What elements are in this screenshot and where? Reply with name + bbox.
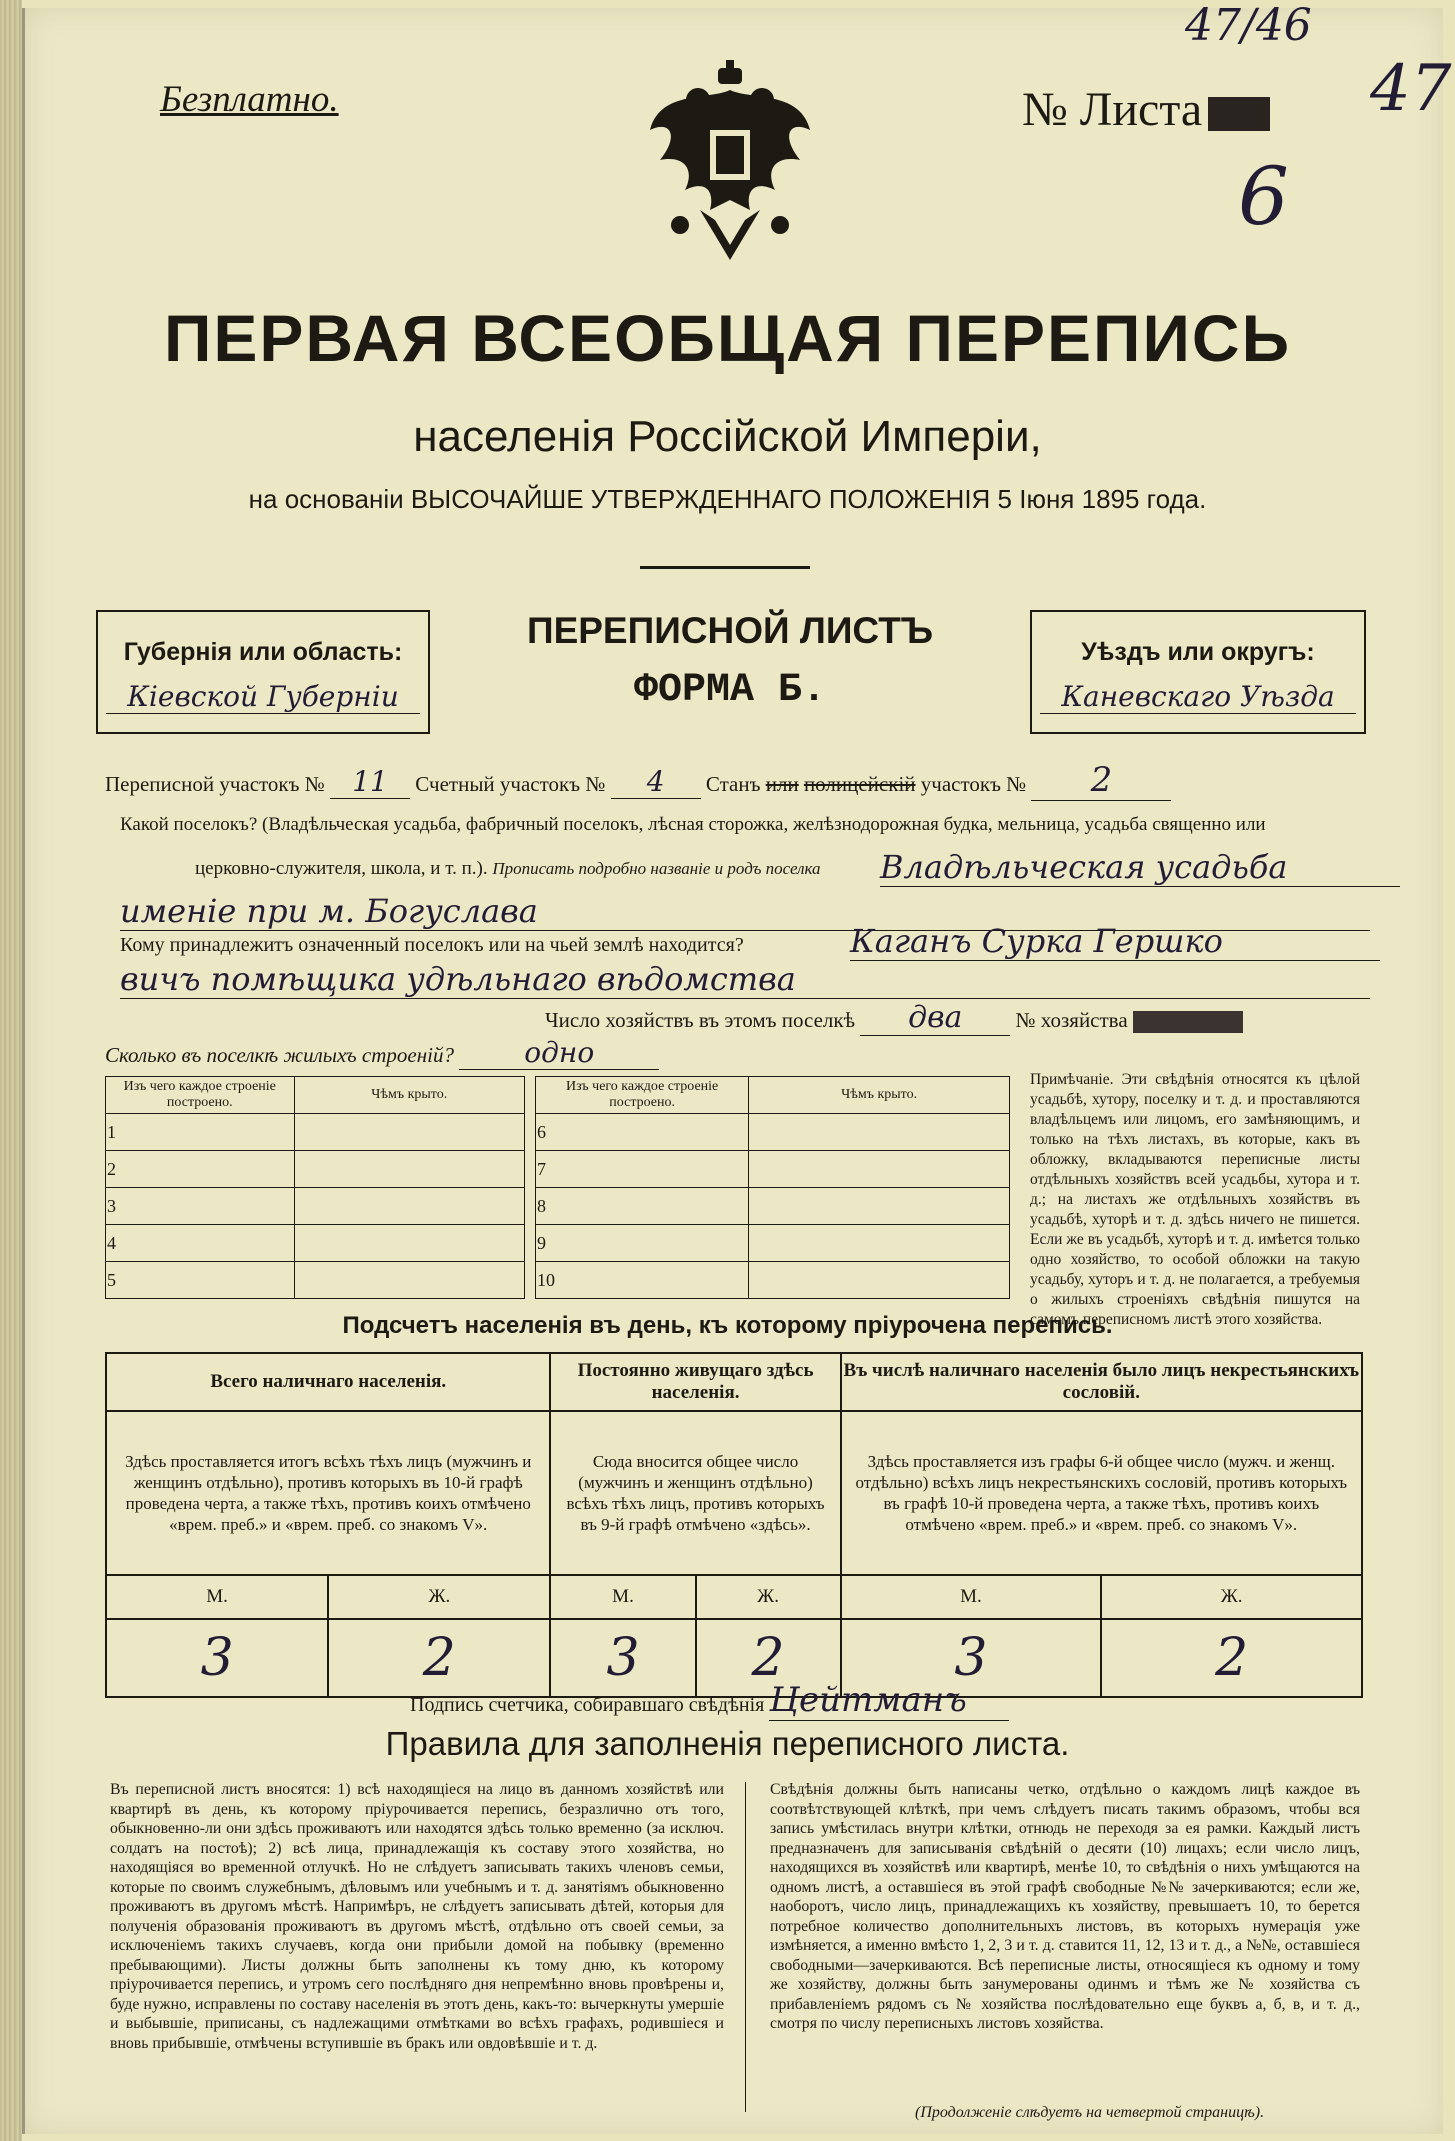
page-title: ПЕРВАЯ ВСЕОБЩАЯ ПЕРЕПИСЬ (163, 301, 1292, 375)
stan-or: или (765, 772, 799, 796)
stan-value: 2 (1031, 760, 1171, 801)
table-row (536, 1151, 1010, 1188)
male-label: М. (550, 1575, 695, 1619)
count-col-title: Всего наличнаго населенія. (106, 1353, 550, 1411)
settlement-hw-2: именіе при м. Богуслава (120, 892, 1370, 931)
census-precinct-label: Переписной участокъ № (105, 772, 325, 796)
form-title: ПЕРЕПИСНОЙ ЛИСТЪ (526, 610, 934, 651)
form-name: ФОРМА Б. (633, 668, 827, 713)
row-number: 3 (106, 1188, 295, 1225)
row-number: 10 (536, 1262, 749, 1299)
households-line (545, 1000, 1243, 1036)
legal-basis: на основаніи ВЫСОЧАЙШЕ УТВЕРЖДЕННАГО ПОЛОЖЕНІЯ 5 Іюня 1895 года. (248, 484, 1207, 514)
page-subtitle: населенія Россійской Имперіи, (413, 412, 1042, 461)
ink-blot (1208, 97, 1270, 131)
table-row (106, 1188, 525, 1225)
count-col-description: Здѣсь проставляется итогъ всѣхъ тѣхъ лицъ (мужчинъ и женщинъ отдѣльно), противъ которыхъ въ 10-й графѣ проведена черта, а также тѣхъ, противъ коихъ отмѣчено «врем. преб.» и «врем. преб. со знакомъ V». (106, 1411, 550, 1575)
title-divider (640, 566, 810, 569)
settlement-line-2 (195, 858, 821, 880)
count-col-title: Въ числѣ наличнаго населенія было лицъ некрестьянскихъ сословій. (841, 1353, 1362, 1411)
signature-label: Подпись счетчика, собиравшаго свѣдѣнія (410, 1694, 765, 1716)
rules-divider (745, 1782, 746, 2112)
table-row (536, 1262, 1010, 1299)
table-row (536, 1114, 1010, 1151)
owner-question: Кому принадлежитъ означенный поселокъ или на чьей землѣ находится? (120, 934, 744, 956)
row-number: 9 (536, 1225, 749, 1262)
household-number-blot (1133, 1011, 1243, 1033)
population-count-heading: Подсчетъ населенія въ день, къ которому пріурочена перепись. (342, 1312, 1113, 1339)
dwellings-table-left (105, 1076, 525, 1299)
sheet-number-handwritten: 6 (1238, 150, 1289, 243)
nonpeasant-female-value: 2 (1101, 1619, 1362, 1697)
enumerator-signature-line (410, 1680, 1009, 1721)
province-box (96, 610, 430, 734)
table-row (106, 1225, 525, 1262)
row-number: 5 (106, 1262, 295, 1299)
province-label: Губернія или область: (123, 638, 403, 666)
buildings-line (105, 1036, 659, 1070)
dwelling-material-header: Изъ чего каждое строеніе построено. (106, 1077, 295, 1114)
row-number: 7 (536, 1151, 749, 1188)
female-label: Ж. (328, 1575, 550, 1619)
female-label: Ж. (696, 1575, 841, 1619)
buildings-question: Сколько въ поселкѣ жилыхъ строеній? (105, 1043, 454, 1067)
table-row (536, 1188, 1010, 1225)
census-precinct-value: 11 (330, 765, 410, 799)
stan-tail: участокъ № (920, 772, 1027, 796)
owner-hw-1: Каганъ Сурка Гершко (850, 922, 1380, 961)
buildings-value: одно (459, 1036, 659, 1070)
row-number: 1 (106, 1114, 295, 1151)
table-row (106, 1151, 525, 1188)
row-number: 8 (536, 1188, 749, 1225)
nonpeasant-male-value: 3 (841, 1619, 1102, 1697)
resident-male-value: 3 (550, 1619, 695, 1697)
precinct-line (105, 760, 1171, 801)
resident-female-value: 2 (696, 1619, 841, 1697)
counting-precinct-label: Счетный участокъ № (415, 772, 606, 796)
sheet-number-label (1022, 82, 1270, 137)
continued-note: (Продолженіе слѣдуетъ на четвертой страницѣ). (915, 2104, 1265, 2121)
count-col-description: Сюда вносится общее число (мужчинъ и женщинъ отдѣльно) всѣхъ тѣхъ лицъ, противъ которыхъ въ 9-й графѣ отмѣчено «здѣсь». (550, 1411, 840, 1575)
rules-column-2: Свѣдѣнія должны быть написаны четко, отдѣльно о каждомъ лицѣ каждое въ соотвѣтствующей клѣткѣ, при чемъ слѣдуетъ писать такимъ образомъ, чтобы вся запись умѣстилась внутри клѣтки, отнюдь не переходя за ея рамки. Каждый листъ предназначенъ для записыванія свѣдѣній о десяти (10) лицахъ; если число лицъ, находящихся въ хозяйствѣ или квартирѣ, менѣе 10, то свѣдѣнія о нихъ умѣщаются на одномъ листѣ, а оставшіеся въ этой графѣ свободные №№ зачеркиваются; если же, наоборотъ, число лицъ, принадлежащихъ къ хозяйству, превышаетъ 10, то берется потребное количество дополнительныхъ листовъ, въ которыхъ нумерація уже измѣняется, а именно вмѣсто 1, 2, 3 и т. д. ставится 11, 12, 13 и т. д., а №№, оставшіеся свободными—зачеркиваются. Всѣ переписные листы, относящіеся къ одному и тому же хозяйству, должны быть занумерованы одинмъ и тѣмъ же № хозяйства съ прибавленіемъ рядомъ съ № хозяйства послѣдовательно еще буквъ а, б, в, и т. д., смотря по числу переписныхъ листовъ хозяйства. (770, 1781, 1360, 2032)
table-row (106, 1114, 525, 1151)
rules-column-1: Въ переписной листъ вносятся: 1) всѣ находящіеся на лицо въ данномъ хозяйствѣ или квартирѣ въ день, къ которому пріурочивается перепись, безразлично отъ того, обыкновенно-ли они здѣсь проживаютъ или находятся здѣсь только временно (за исключ. солдатъ на постоѣ); 2) всѣ лица, принадлежащія къ составу этого хозяйства, но находящіяся во временной отлучкѣ. Но не слѣдуетъ записывать такихъ членовъ семьи, которые по своимъ служебнымъ, дѣловымъ или учебнымъ и т. д. занятіямъ обыкновенно проживаютъ въ другомъ мѣстѣ. Напримѣръ, не слѣдуетъ записывать дѣтей, которыя для полученія образованія проживаютъ въ другомъ мѣстѣ, отдѣльно отъ своей семьи, за исключеніемъ такихъ случаевъ, когда они прибыли домой на побывку (временно пребывающими). Листы должны быть заполнены къ тому дню, къ которому пріурочивается перепись, и утромъ сего послѣдняго дня непремѣнно вновь провѣрены и, буде нужно, исправлены по составу населенія въ этотъ день, какъ-то: вычеркнуты умершіе и выбывшіе, приписаны, съ надлежащими отмѣтками во всѣхъ графахъ, родившіеся и вновь прибывшіе, отмѣчены вступившіе въ бракъ или овдовѣвшіе и т. д. (110, 1781, 724, 2052)
stan-label: Станъ (705, 772, 761, 796)
household-number-label: № хозяйства (1015, 1008, 1128, 1032)
province-value: Кіевской Губерніи (106, 680, 420, 714)
rules-heading: Правила для заполненія переписного листа. (385, 1725, 1070, 1762)
households-label: Число хозяйствъ въ этомъ поселкѣ (545, 1008, 855, 1032)
corner-mark: 47/46 (1185, 0, 1312, 51)
row-number: 4 (106, 1225, 295, 1262)
dwelling-roof-header: Чѣмъ крыто. (294, 1077, 524, 1114)
stan-police: полицейскій (803, 772, 916, 796)
counting-precinct-value: 4 (611, 765, 701, 799)
female-label: Ж. (1101, 1575, 1362, 1619)
male-label: М. (841, 1575, 1102, 1619)
settlement-hint: Прописать подробно названіе и родъ поселка (492, 859, 821, 878)
sheet-number-text: № Листа (1022, 83, 1203, 136)
district-label: Уѣздъ или округъ: (1081, 638, 1315, 666)
dwelling-roof-header-2: Чѣмъ крыто. (749, 1077, 1010, 1114)
signature-value: Цейтманъ (769, 1680, 1009, 1721)
free-label: Безплатно. (160, 79, 339, 120)
corner-mark-2: 47 (1370, 52, 1452, 126)
row-number: 6 (536, 1114, 749, 1151)
double-headed-eagle-emblem (640, 60, 820, 270)
present-female-value: 2 (328, 1619, 550, 1697)
dwellings-note: Примѣчаніе. Эти свѣдѣнія относятся къ цѣлой усадьбѣ, хутору, поселку и т. д. и проставляются владѣльцемъ или лицомъ, его замѣняющимъ, и только на тѣхъ листахъ, въ которые, какъ въ обложку, вкладываются переписные листы отдѣльныхъ хозяйствъ всей усадьбы, хутора и т. д.; на листахъ же отдѣльныхъ хозяйствъ въ усадьбѣ, хуторѣ и т. д. здѣсь ничего не пишется. Если же въ усадьбѣ, хуторѣ и т. д. имѣется только одно хозяйство, то особой обложки на такую усадьбу, хуторъ и т. д. не полагается, а требуемыя о жилыхъ строеніяхъ свѣдѣнія пишутся на самомъ переписномъ листѣ этого хозяйства. (1030, 1071, 1360, 1328)
row-number: 2 (106, 1151, 295, 1188)
dwellings-table-right (535, 1076, 1010, 1299)
households-value: два (860, 1000, 1010, 1036)
count-col-description: Здѣсь проставляется изъ графы 6-й общее число (мужч. и женщ. отдѣльно) всѣхъ лицъ некрестьянскихъ сословій, противъ которыхъ въ графѣ 10-й проведена черта, а также тѣхъ, противъ коихъ отмѣчено «врем. преб.» и «врем. преб. со знакомъ V». (841, 1411, 1362, 1575)
district-box (1030, 610, 1366, 734)
settlement-question: Какой поселокъ? (Владѣльческая усадьба, фабричный поселокъ, лѣсная сторожка, желѣзнодорожная будка, мельница, усадьба священно или (120, 814, 1266, 835)
table-row (536, 1225, 1010, 1262)
settlement-question-2: церковно-служителя, школа, и т. п.). (195, 858, 488, 879)
dwelling-material-header-2: Изъ чего каждое строеніе построено. (536, 1077, 749, 1114)
settlement-hw-1: Владѣльческая усадьба (880, 848, 1400, 887)
owner-hw-2: вичъ помѣщика удѣльнаго вѣдомства (120, 960, 1370, 999)
district-value: Каневскаго Уѣзда (1040, 680, 1356, 714)
male-label: М. (106, 1575, 328, 1619)
present-male-value: 3 (106, 1619, 328, 1697)
count-col-title: Постоянно живущаго здѣсь населенія. (550, 1353, 840, 1411)
table-row (106, 1262, 525, 1299)
population-count-table (105, 1352, 1363, 1698)
